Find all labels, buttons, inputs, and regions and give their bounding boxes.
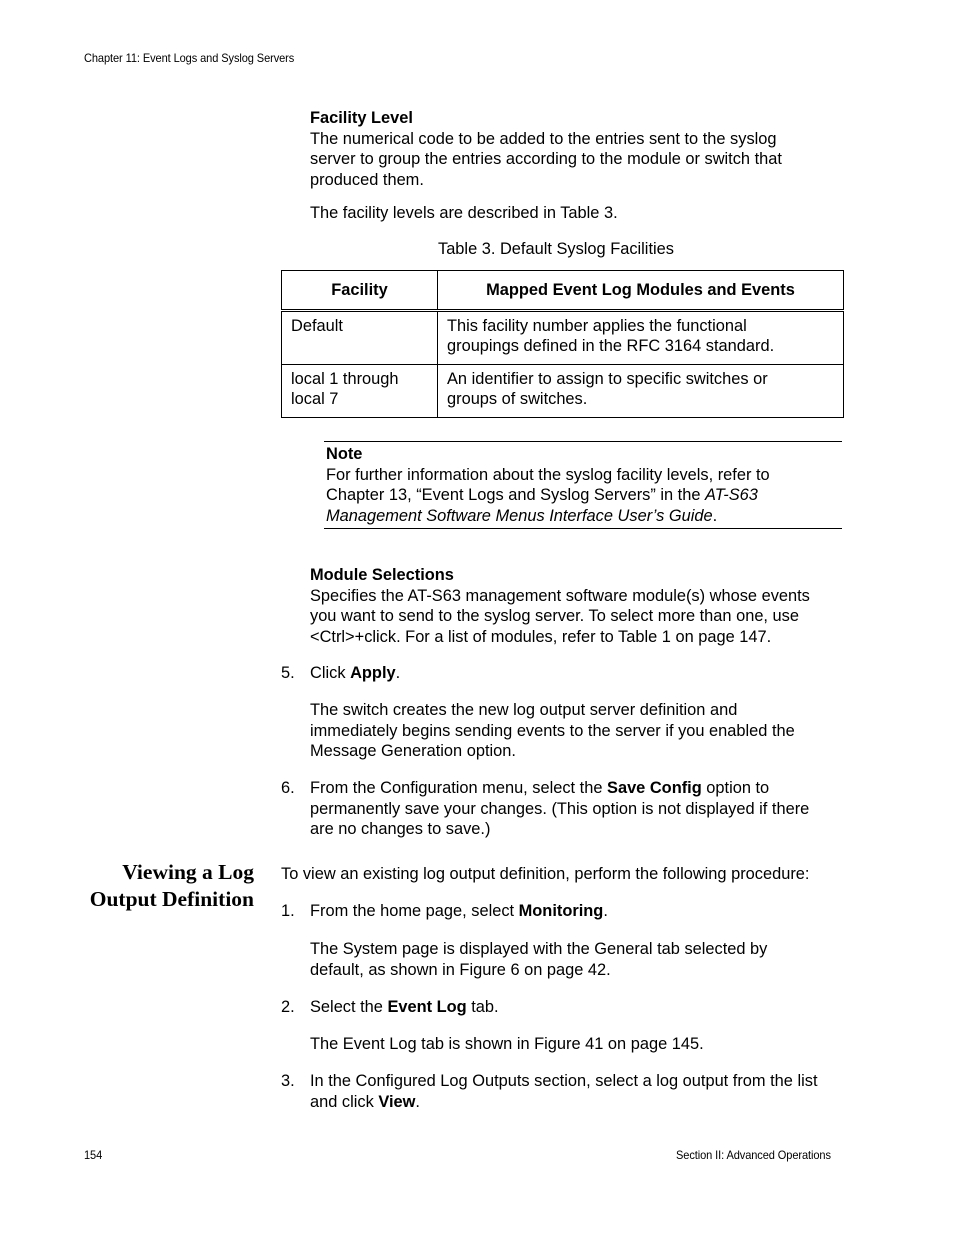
step-text-part: .: [603, 902, 608, 920]
cell-line: groupings defined in the RFC 3164 standard.: [447, 337, 775, 355]
step-text: [310, 778, 850, 840]
note-text: .: [712, 506, 718, 525]
step-line: [310, 1092, 850, 1113]
facility-level-heading: Facility Level: [310, 109, 413, 127]
page-number: 154: [84, 1148, 103, 1162]
step-text-part: .: [395, 664, 401, 682]
apply-ui-label: Apply: [350, 664, 396, 682]
module-selections-section: [310, 565, 850, 647]
step-number: 5.: [281, 664, 295, 682]
step-number: 2.: [281, 998, 295, 1016]
footer-section-title: Section II: Advanced Operations: [676, 1148, 831, 1162]
paragraph-line: The switch creates the new log output server definition and: [310, 701, 738, 719]
table-cell-description: [438, 311, 844, 365]
monitoring-ui-label: Monitoring: [518, 902, 604, 920]
syslog-facilities-table: [281, 270, 844, 418]
event-log-ui-label: Event Log: [387, 998, 467, 1016]
step-5-result: [310, 700, 850, 762]
paragraph-line: default, as shown in Figure 6 on page 42.: [310, 960, 611, 979]
step-line: are no changes to save.): [310, 820, 491, 838]
step-text-part: Select the: [310, 998, 388, 1016]
paragraph-line: Message Generation option.: [310, 742, 516, 760]
facility-level-desc-line: The numerical code to be added to the entries sent to the syslog: [310, 129, 777, 148]
paragraph-line: immediately begins sending events to the server if you enabled the: [310, 721, 795, 740]
step-text-part: and click: [310, 1092, 379, 1111]
save-config-ui-label: Save Config: [607, 779, 702, 797]
table-cell-description: [438, 365, 844, 418]
step-text-part: From the Configuration menu, select the: [310, 779, 608, 797]
column-header-facility: Facility: [282, 271, 438, 311]
facility-level-section: [310, 108, 850, 190]
table-caption: Table 3. Default Syslog Facilities: [438, 240, 674, 258]
step-text-part: option to: [701, 779, 770, 797]
cell-line: local 7: [291, 390, 339, 408]
cell-line: An identifier to assign to specific switches or: [447, 370, 768, 388]
paragraph-line: The System page is displayed with the General tab selected by: [310, 940, 768, 958]
section-intro: To view an existing log output definition, perform the following procedure:: [281, 865, 810, 883]
facility-level-desc-line: produced them.: [310, 170, 424, 189]
running-header: Chapter 11: Event Logs and Syslog Servers: [84, 51, 295, 65]
view-step-1-result: [310, 939, 850, 980]
cell-line: This facility number applies the functional: [447, 317, 747, 335]
note-line: [326, 485, 842, 506]
facility-level-desc-line: server to group the entries according to the module or switch that: [310, 150, 782, 168]
step-text: [310, 901, 850, 922]
module-selections-line: you want to send to the syslog server. To select more than one, use: [310, 607, 799, 625]
section-heading-line: Viewing a Log: [122, 860, 254, 884]
step-text: [310, 997, 850, 1018]
module-selections-heading: Module Selections: [310, 566, 454, 584]
step-text: [310, 663, 850, 684]
module-selections-line: <Ctrl>+click. For a list of modules, refer to Table 1 on page 147.: [310, 627, 772, 646]
cell-line: groups of switches.: [447, 390, 588, 408]
facility-levels-ref: The facility levels are described in Table 3.: [310, 204, 618, 222]
note-box: [324, 441, 842, 529]
step-text-part: .: [415, 1092, 420, 1111]
table-row: [282, 311, 844, 365]
view-ui-label: View: [378, 1092, 416, 1111]
table-cell-facility: [282, 365, 438, 418]
note-line: For further information about the syslog facility levels, refer to: [326, 465, 770, 484]
note-line: [326, 506, 842, 527]
table-row: [282, 365, 844, 418]
step-line: In the Configured Log Outputs section, select a log output from the list: [310, 1072, 818, 1090]
step-number: 6.: [281, 779, 295, 797]
note-title: Note: [326, 445, 363, 463]
step-text-part: Click: [310, 664, 351, 682]
module-selections-line: Specifies the AT-S63 management software module(s) whose events: [310, 586, 810, 605]
step-text: [310, 1071, 850, 1112]
note-guide-title: Management Software Menus Interface User’s Guide: [326, 506, 713, 525]
section-heading-line: Output Definition: [89, 887, 254, 911]
step-line: [310, 778, 850, 799]
column-header-mapped-events: Mapped Event Log Modules and Events: [438, 271, 844, 311]
step-number: 3.: [281, 1072, 295, 1090]
step-text-part: From the home page, select: [310, 902, 519, 920]
step-text-part: tab.: [466, 998, 499, 1016]
table-cell-facility: [282, 311, 438, 365]
cell-line: local 1 through: [291, 370, 399, 388]
view-step-2-result: The Event Log tab is shown in Figure 41 on page 145.: [310, 1035, 704, 1053]
section-heading: [40, 859, 254, 913]
note-text: Chapter 13, “Event Logs and Syslog Servers” in the: [326, 486, 706, 504]
table-header-row: [282, 271, 844, 311]
cell-line: Default: [291, 317, 343, 335]
note-guide-title: AT-S63: [705, 486, 758, 504]
step-number: 1.: [281, 902, 295, 920]
step-line: permanently save your changes. (This option is not displayed if there: [310, 799, 810, 818]
